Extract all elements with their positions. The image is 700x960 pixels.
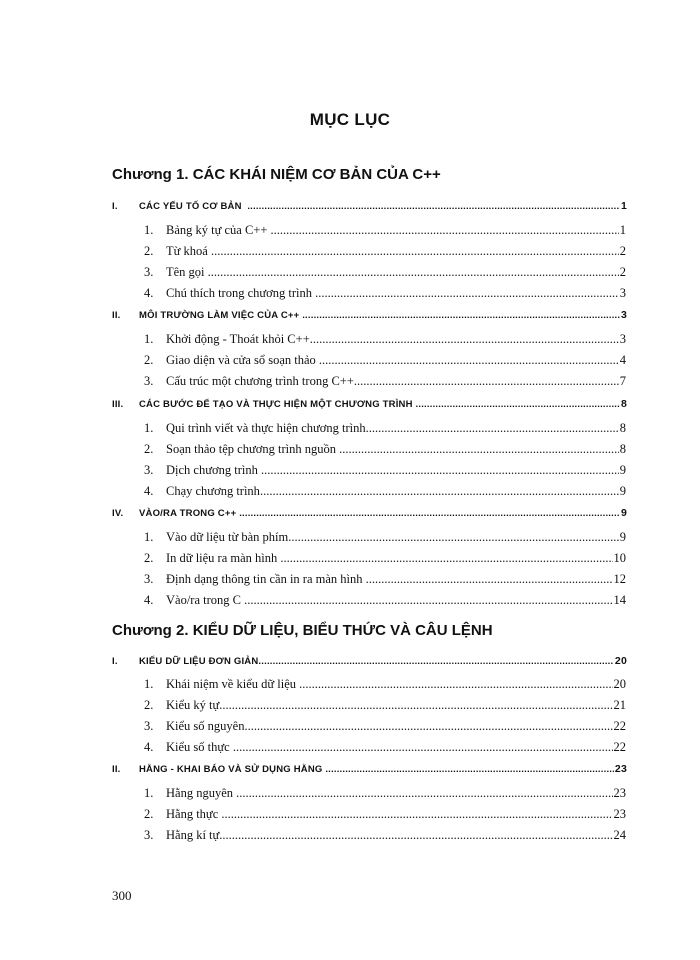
item-title: Dịch chương trình: [166, 463, 258, 477]
dot-leader: [221, 807, 612, 822]
dot-leader: [261, 463, 619, 478]
section-numeral: III.: [112, 399, 124, 410]
toc-item[interactable]: [144, 442, 626, 457]
page-title: MỤC LỤC: [309, 110, 391, 129]
toc-section[interactable]: [112, 309, 627, 321]
toc-section[interactable]: [112, 200, 627, 212]
section-numeral: II.: [112, 764, 121, 775]
item-page: 14: [613, 593, 626, 607]
item-title: Vào/ra trong C: [166, 593, 241, 607]
toc-item[interactable]: [144, 463, 626, 478]
toc-section[interactable]: [112, 507, 627, 519]
toc-item[interactable]: [144, 807, 626, 822]
dot-leader: [299, 677, 612, 692]
item-title: Bảng ký tự của C++: [166, 223, 268, 237]
item-title: Vào dữ liệu từ bàn phím: [166, 530, 289, 544]
dot-leader: [366, 421, 619, 436]
toc-item[interactable]: [144, 719, 626, 734]
toc-item[interactable]: [144, 740, 626, 755]
dot-leader: [219, 828, 612, 843]
item-page: 3: [619, 286, 626, 300]
item-page: 7: [619, 374, 626, 388]
item-title: Tên gọi: [166, 265, 205, 279]
item-page: 23: [613, 786, 626, 800]
dot-leader: [302, 310, 620, 321]
toc-item[interactable]: [144, 530, 626, 545]
dot-leader: [239, 508, 620, 519]
item-number: 3.: [144, 463, 154, 477]
item-title: Kiểu ký tự: [166, 698, 220, 712]
item-number: 1.: [144, 530, 154, 544]
item-title: Chú thích trong chương trình: [166, 286, 313, 300]
section-numeral: I.: [112, 201, 118, 212]
dot-leader: [236, 786, 612, 801]
toc-section[interactable]: [112, 398, 627, 410]
item-title: Qui trình viết và thực hiện chương trình: [166, 421, 366, 435]
item-number: 2.: [144, 698, 154, 712]
item-title: Cấu trúc một chương trình trong C++: [166, 374, 354, 388]
dot-leader: [258, 656, 613, 667]
toc-item[interactable]: [144, 828, 626, 843]
section-title: KIỂU DỮ LIỆU ĐƠN GIẢN: [139, 656, 259, 667]
item-number: 4.: [144, 593, 154, 607]
toc-item[interactable]: [144, 484, 626, 499]
dot-leader: [244, 593, 612, 608]
dot-leader: [315, 286, 619, 301]
section-page: 9: [620, 507, 627, 519]
item-number: 2.: [144, 442, 154, 456]
item-title: Giao diện và cửa sổ soạn thảo: [166, 353, 316, 367]
section-numeral: I.: [112, 656, 118, 667]
toc-item[interactable]: [144, 353, 626, 368]
item-page: 9: [619, 484, 626, 498]
toc-item[interactable]: [144, 223, 626, 238]
page-number: 300: [112, 888, 132, 903]
dot-leader: [208, 265, 619, 280]
item-number: 3.: [144, 374, 154, 388]
item-number: 4.: [144, 740, 154, 754]
item-page: 8: [619, 421, 626, 435]
toc-item[interactable]: [144, 374, 626, 389]
dot-leader: [325, 764, 614, 775]
item-title: Từ khoá: [166, 244, 208, 258]
item-title: Khái niệm về kiểu dữ liệu: [166, 677, 297, 691]
toc-section[interactable]: [112, 655, 627, 667]
toc-item[interactable]: [144, 265, 626, 280]
item-page: 24: [613, 828, 626, 842]
section-page: 1: [620, 200, 627, 212]
item-page: 1: [619, 223, 626, 237]
item-page: 3: [619, 332, 626, 346]
dot-leader: [271, 223, 619, 238]
dot-leader: [339, 442, 619, 457]
chapter-heading: Chương 2. KIỂU DỮ LIỆU, BIỂU THỨC VÀ CÂU LỆNH: [112, 622, 493, 639]
dot-leader: [247, 201, 620, 212]
dot-leader: [319, 353, 619, 368]
item-page: 21: [613, 698, 626, 712]
chapter-heading: Chương 1. CÁC KHÁI NIỆM CƠ BẢN CỦA C++: [112, 166, 441, 183]
item-number: 2.: [144, 807, 154, 821]
item-page: 4: [619, 353, 626, 367]
item-page: 9: [619, 530, 626, 544]
section-title: CÁC YẾU TỐ CƠ BẢN: [139, 201, 242, 212]
toc-item[interactable]: [144, 593, 626, 608]
item-title: Kiểu số nguyên: [166, 719, 245, 733]
item-page: 23: [613, 807, 626, 821]
item-number: 3.: [144, 265, 154, 279]
section-title: CÁC BƯỚC ĐỂ TẠO VÀ THỰC HIỆN MỘT CHƯƠNG TRÌNH: [139, 399, 413, 410]
dot-leader: [244, 719, 612, 734]
item-number: 2.: [144, 244, 154, 258]
dot-leader: [416, 399, 620, 410]
section-title: MÔI TRƯỜNG LÀM VIỆC CỦA C++: [139, 310, 300, 321]
toc-item[interactable]: [144, 698, 626, 713]
section-page: 3: [620, 309, 627, 321]
item-title: Định dạng thông tin cần in ra màn hình: [166, 572, 363, 586]
item-number: 1.: [144, 786, 154, 800]
item-title: Hằng thực: [166, 807, 219, 821]
section-title: VÀO/RA TRONG C++: [139, 508, 237, 519]
section-numeral: II.: [112, 310, 121, 321]
item-number: 1.: [144, 421, 154, 435]
dot-leader: [211, 244, 619, 259]
dot-leader: [233, 740, 613, 755]
dot-leader: [366, 572, 613, 587]
item-title: Khởi động - Thoát khỏi C++: [166, 332, 310, 346]
item-page: 12: [613, 572, 626, 586]
toc-item[interactable]: [144, 677, 626, 692]
section-title: HẰNG - KHAI BÁO VÀ SỬ DỤNG HẰNG: [139, 764, 323, 775]
section-page: 23: [614, 763, 627, 775]
item-page: 22: [613, 719, 626, 733]
item-number: 4.: [144, 286, 154, 300]
item-page: 10: [613, 551, 626, 565]
item-number: 1.: [144, 223, 154, 237]
dot-leader: [288, 530, 619, 545]
toc-item[interactable]: [144, 786, 626, 801]
item-title: Kiểu số thực: [166, 740, 230, 754]
item-number: 3.: [144, 572, 154, 586]
item-page: 9: [619, 463, 626, 477]
item-title: Chạy chương trình: [166, 484, 260, 498]
dot-leader: [260, 484, 619, 499]
item-page: 8: [619, 442, 626, 456]
item-page: 2: [619, 244, 626, 258]
item-title: In dữ liệu ra màn hình: [166, 551, 278, 565]
item-page: 2: [619, 265, 626, 279]
dot-leader: [310, 332, 619, 347]
item-number: 3.: [144, 719, 154, 733]
section-numeral: IV.: [112, 508, 124, 519]
dot-leader: [354, 374, 619, 389]
toc-item[interactable]: [144, 332, 626, 347]
item-number: 2.: [144, 551, 154, 565]
toc-item[interactable]: [144, 421, 626, 436]
item-title: Hằng nguyên: [166, 786, 233, 800]
item-number: 4.: [144, 484, 154, 498]
item-title: Soạn thảo tệp chương trình nguồn: [166, 442, 336, 456]
item-number: 3.: [144, 828, 154, 842]
toc-item[interactable]: [144, 286, 626, 301]
item-page: 22: [613, 740, 626, 754]
item-number: 1.: [144, 332, 154, 346]
toc-item[interactable]: [144, 244, 626, 259]
dot-leader: [280, 551, 612, 566]
item-number: 1.: [144, 677, 154, 691]
dot-leader: [219, 698, 612, 713]
section-page: 8: [620, 398, 627, 410]
item-page: 20: [613, 677, 626, 691]
item-title: Hằng kí tự: [166, 828, 220, 842]
toc-section[interactable]: [112, 763, 627, 775]
toc-item[interactable]: [144, 572, 626, 587]
toc-item[interactable]: [144, 551, 626, 566]
section-page: 20: [614, 655, 627, 667]
item-number: 2.: [144, 353, 154, 367]
